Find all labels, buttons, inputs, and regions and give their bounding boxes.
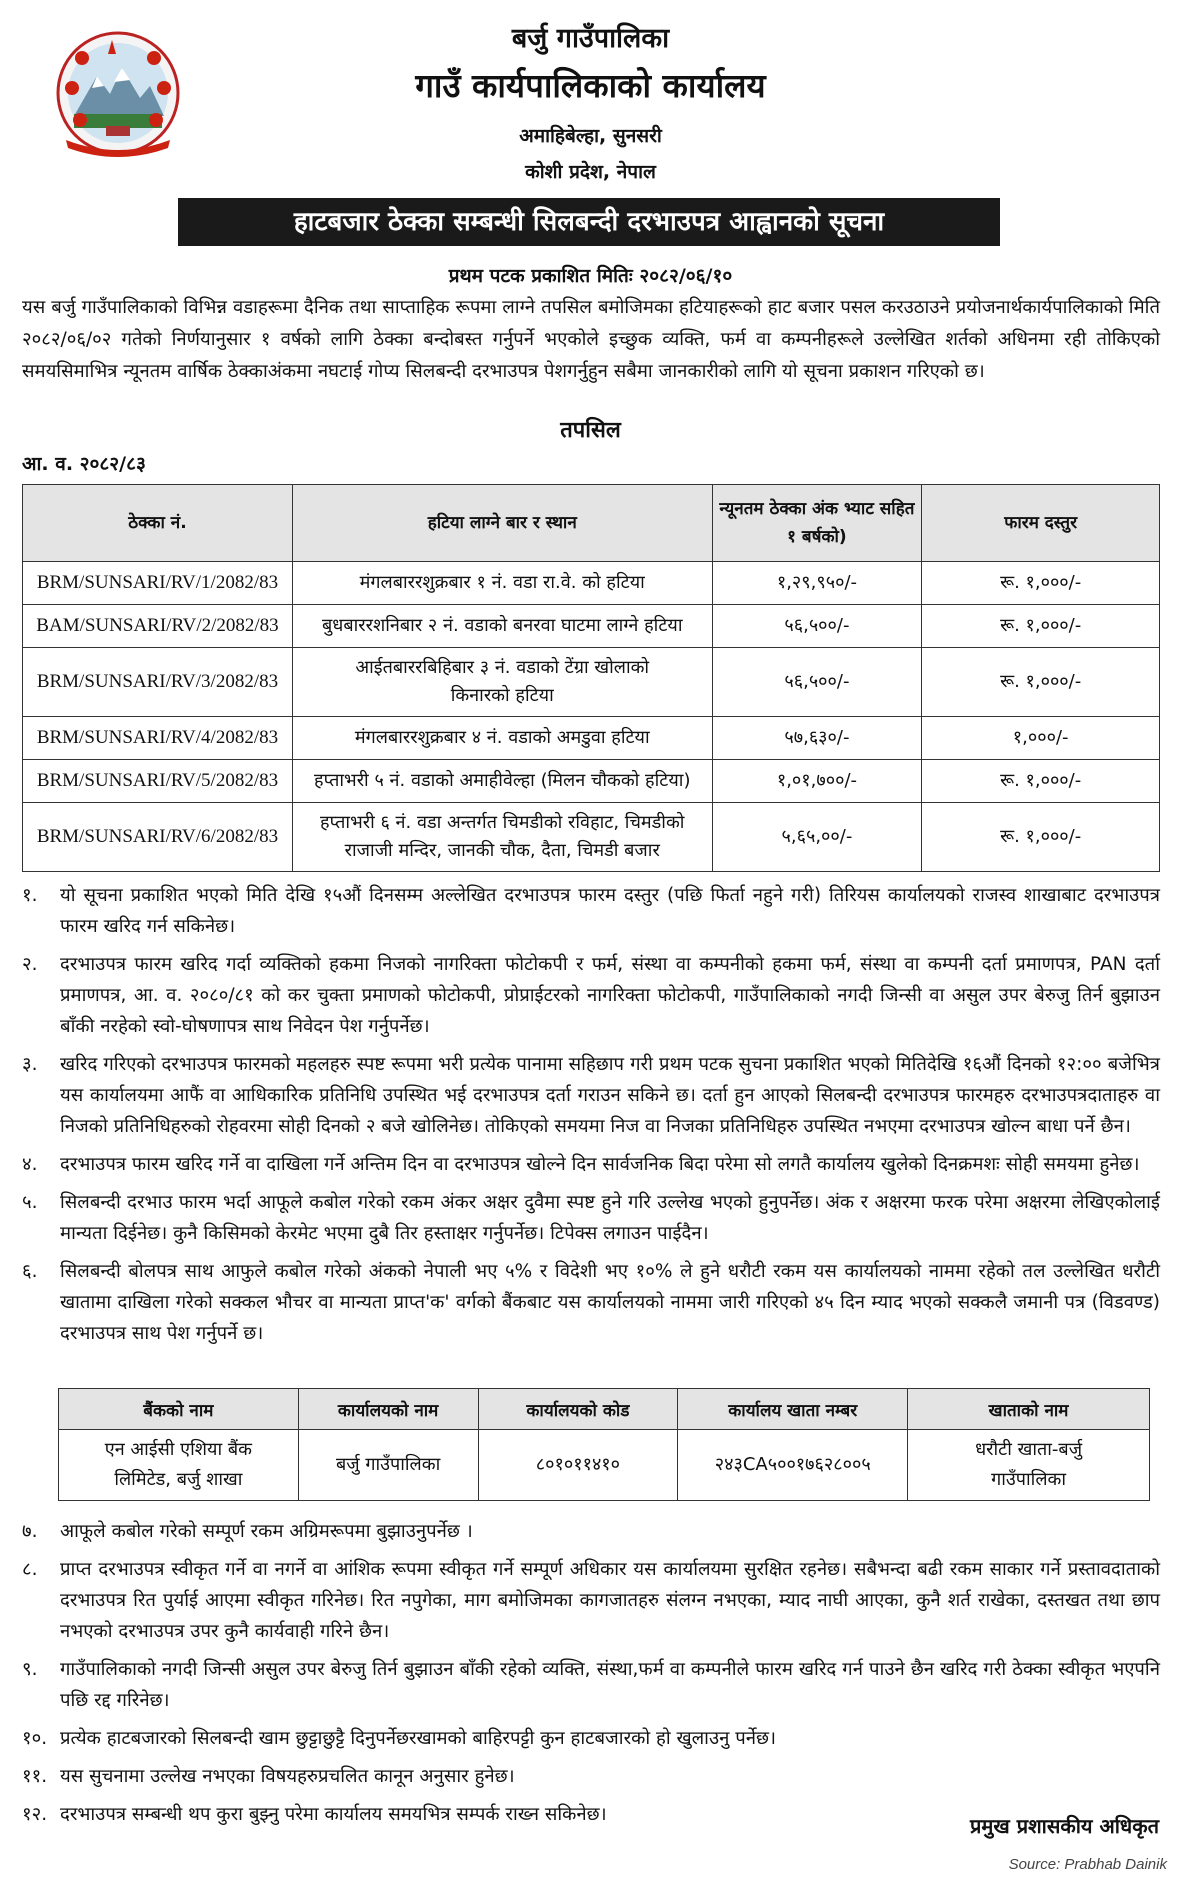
item-text: प्राप्त दरभाउपत्र स्वीकृत गर्ने वा नगर्ने वा आंशिक रूपमा स्वीकृत गर्ने सम्पूर्ण अधिकार यस कार्यालयमा सुरक्षित रहनेछ। सबैभन्दा बढी रकम साकार गर्ने प्रस्तावदाताको दरभाउपत्र रित पुर्याई आएमा स्वीकृत गरिनेछ। रित नपुगेका, माग बमोजिमका कागजातहरु संलग्न नभएका, म्याद नाघी आएका, कुनै शर्त राखेका, दस्तखत तथा छाप नभएको दरभाउपत्र उपर कुनै कार्यवाही गरिने छैन। xyxy=(60,1559,1160,1642)
table-row xyxy=(23,648,1160,717)
list-item xyxy=(22,1149,1160,1180)
item-number: ९. xyxy=(22,1659,38,1680)
contract-table-header xyxy=(23,485,1160,562)
contract-fee: रू. १,०००/- xyxy=(922,562,1160,605)
contract-place: आईतबाररबिहिबार ३ नं. वडाको टेंग्रा खोलाको किनारको हटिया xyxy=(292,648,712,717)
list-item xyxy=(22,880,1160,942)
office-name: बर्जु गाउँपालिका xyxy=(298,1430,478,1501)
bank-name: एन आईसी एशिया बैंक लिमिटेड, बर्जु शाखा xyxy=(59,1430,299,1501)
item-number: ७. xyxy=(22,1521,38,1542)
schedule-heading: तपसिल xyxy=(560,418,621,443)
item-number: ४. xyxy=(22,1154,38,1175)
address-line-1: अमाहिबेल्हा, सुनसरी xyxy=(519,125,662,147)
contract-amount: ५६,५००/- xyxy=(712,648,922,717)
header-account-number: कार्यालय खाता नम्बर xyxy=(678,1389,908,1430)
contract-place: हप्ताभरी ६ नं. वडा अन्तर्गत चिमडीको रविहाट, चिमडीको राजाजी मन्दिर, जानकी चौक, दैता, चिमडी बजार xyxy=(292,803,712,872)
list-item xyxy=(22,1554,1160,1647)
item-number: ६. xyxy=(22,1261,38,1282)
item-text: प्रत्येक हाटबजारको सिलबन्दी खाम छुट्टाछुट्टै दिनुपर्नेछरखामको बाहिरपट्टी कुन हाटबजारको हो खुलाउनु पर्नेछ। xyxy=(60,1728,777,1749)
conditions-list xyxy=(22,880,1160,1356)
header-min-amount: न्यूनतम ठेक्का अंक भ्याट सहित १ बर्षको) xyxy=(712,485,922,562)
contract-place: बुधबाररशनिबार २ नं. वडाको बनरवा घाटमा लाग्ने हटिया xyxy=(292,605,712,648)
contract-amount: ५६,५००/- xyxy=(712,605,922,648)
header-form-fee: फारम दस्तुर xyxy=(922,485,1160,562)
list-item xyxy=(22,949,1160,1042)
account-number: २४३CA५००१७६२८००५ xyxy=(678,1430,908,1501)
contract-place: मंगलबाररशुक्रबार ४ नं. वडाको अमडुवा हटिया xyxy=(292,717,712,760)
list-item xyxy=(22,1654,1160,1716)
contract-fee: रू. १,०००/- xyxy=(922,760,1160,803)
item-text: सिलबन्दी दरभाउ फारम भर्दा आफूले कबोल गरेको रकम अंकर अक्षर दुवैमा स्पष्ट हुने गरि उल्लेख भएको हुनुपर्नेछ। अंक र अक्षरमा फरक परेमा अक्षरमा लेखिएकोलाई मान्यता दिईनेछ। कुनै किसिमको केरमेट भएमा दुबै तिर हस्ताक्षर गर्नुपर्नेछ। टिपेक्स लगाउन पाईदैन। xyxy=(60,1192,1160,1244)
header-place: हटिया लाग्ने बार र स्थान xyxy=(292,485,712,562)
intro-paragraph: यस बर्जु गाउँपालिकाको विभिन्न वडाहरूमा दैनिक तथा साप्ताहिक रूपमा लाग्ने तपसिल बमोजिमका हटियाहरूको हाट बजार पसल करउठाउने प्रयोजनार्थकार्यपालिकाको मिति २०८२/०६/०२ गतेको निर्णयानुसार १ वर्षको लागि ठेक्का बन्दोबस्त गर्नुपर्ने भएकोले इच्छुक व्यक्ति, फर्म वा कम्पनीहरूले उल्लेखित शर्तको अधिनमा रही तोकिएको समयसिमाभित्र न्यूनतम वार्षिक ठेक्काअंकमा नघटाई गोप्य सिलबन्दी दरभाउपत्र पेशगर्नुहुन सबैमा जानकारीको लागि यो सूचना प्रकाशन गरिएको छ। xyxy=(22,297,1160,382)
item-number: ५. xyxy=(22,1192,38,1213)
list-item xyxy=(22,1723,1160,1754)
header-contract-no: ठेक्का नं. xyxy=(23,485,293,562)
item-text: दरभाउपत्र फारम खरिद गर्ने वा दाखिला गर्ने अन्तिम दिन वा दरभाउपत्र खोल्ने दिन सार्वजनिक बिदा परेमा सो लगतै कार्यालय खुलेको दिनक्रमशः सोही समयमा हुनेछ। xyxy=(60,1154,1140,1175)
contract-amount: ५,६५,००/- xyxy=(712,803,922,872)
bank-account-table xyxy=(58,1388,1150,1501)
contract-code: BRM/SUNSARI/RV/4/2082/83 xyxy=(23,717,293,760)
item-text: दरभाउपत्र फारम खरिद गर्दा व्यक्तिको हकमा निजको नागरिक्ता फोटोकपी र फर्म, संस्था वा कम्पनीको हकमा फर्म, संस्था वा कम्पनी दर्ता प्रमाणपत्र, PAN दर्ता प्रमाणपत्र, आ. व. २०८०/८१ को कर चुक्ता प्रमाणको फोटोकपी, प्रोप्राईटरको नागरिक्ता फोटोकपी, गाउँपालिकाको नगदी जिन्सी वा असुल उपर बेरुजु तिर्न बुझाउन बाँकी नरहेको स्वो-घोषणापत्र साथ निवेदन पेश गर्नुपर्नेछ। xyxy=(60,954,1160,1037)
item-text: आफूले कबोल गरेको सम्पूर्ण रकम अग्रिमरूपमा बुझाउनुपर्नेछ । xyxy=(60,1521,473,1542)
table-row xyxy=(23,803,1160,872)
item-text: सिलबन्दी बोलपत्र साथ आफुले कबोल गरेको अंकको नेपाली भए ५% र विदेशी भए १०% ले हुने धरौटी रकम यस कार्यालयको नाममा रहेको तल उल्लेखित धरौटी खातामा दाखिला गरेको सक्कल भौचर वा मान्यता प्राप्त'क' वर्गको बैंकबाट यस कार्यालयको नाममा जारी गरिएको ४५ दिन म्याद भएको सक्कलै जमानी पत्र (विडवण्ड) दरभाउपत्र साथ पेश गर्नुपर्ने छ। xyxy=(60,1261,1160,1344)
office-code: ८०१०११४१० xyxy=(478,1430,678,1501)
table-row xyxy=(23,717,1160,760)
item-number: १०. xyxy=(22,1728,48,1749)
table-row xyxy=(23,562,1160,605)
item-text: यस सुचनामा उल्लेख नभएका विषयहरुप्रचलित कानून अनुसार हुनेछ। xyxy=(60,1766,515,1787)
item-text: दरभाउपत्र सम्बन्धी थप कुरा बुझ्नु परेमा कार्यालय समयभित्र सम्पर्क राख्न सकिनेछ। xyxy=(60,1804,607,1825)
notice-title-banner: हाटबजार ठेक्का सम्बन्धी सिलबन्दी दरभाउपत्र आह्वानको सूचना xyxy=(178,198,1000,246)
item-number: ११. xyxy=(22,1766,48,1787)
header-account-name: खाताको नाम xyxy=(908,1389,1150,1430)
published-date: प्रथम पटक प्रकाशित मितिः २०८२/०६/१० xyxy=(448,265,733,287)
address-line-2: कोशी प्रदेश, नेपाल xyxy=(525,161,656,183)
table-row xyxy=(23,605,1160,648)
header-office-code: कार्यालयको कोड xyxy=(478,1389,678,1430)
contract-fee: रू. १,०००/- xyxy=(922,648,1160,717)
source-credit: Source: Prabhab Dainik xyxy=(1008,1856,1167,1873)
item-number: २. xyxy=(22,954,38,975)
header-bank-name: बैंकको नाम xyxy=(59,1389,299,1430)
contract-amount: १,०१,७००/- xyxy=(712,760,922,803)
contract-code: BRM/SUNSARI/RV/3/2082/83 xyxy=(23,648,293,717)
item-text: खरिद गरिएको दरभाउपत्र फारमको महलहरु स्पष्ट रूपमा भरी प्रत्येक पानामा सहिछाप गरी प्रथम पटक सुचना प्रकाशित भएको मितिदेखि १६औं दिनको १२:०० बजेभित्र यस कार्यालयमा आफैं वा आधिकारिक प्रतिनिधि उपस्थित भई दरभाउपत्र दर्ता गराउन सकिने छ। दर्ता हुन आएको सिलबन्दी दरभाउपत्र फारमहरु दरभाउपत्रदाताहरु वा निजको प्रतिनिधिहरुको रोहवरमा सोही दिनको २ बजे खोलिनेछ। तोकिएको समयमा निज वा निजका प्रतिनिधिहरु उपस्थित नभएमा दरभाउपत्र खोल्न बाधा पर्ने छैन। xyxy=(60,1054,1160,1137)
list-item xyxy=(22,1516,1160,1547)
contract-place: हप्ताभरी ५ नं. वडाको अमाहीवेल्हा (मिलन चौकको हटिया) xyxy=(292,760,712,803)
item-number: १. xyxy=(22,885,38,906)
table-row xyxy=(59,1430,1150,1501)
list-item xyxy=(22,1049,1160,1142)
contract-amount: १,२९,९५०/- xyxy=(712,562,922,605)
item-text: गाउँपालिकाको नगदी जिन्सी असुल उपर बेरुजु तिर्न बुझाउन बाँकी रहेको व्यक्ति, संस्था,फर्म वा कम्पनीले फारम खरिद गर्न पाउने छैन खरिद गरी ठेक्का स्वीकृत भएपनि पछि रद्द गरिनेछ। xyxy=(60,1659,1160,1711)
contract-fee: रू. १,०००/- xyxy=(922,605,1160,648)
contract-code: BRM/SUNSARI/RV/1/2082/83 xyxy=(23,562,293,605)
contract-fee: १,०००/- xyxy=(922,717,1160,760)
contract-code: BAM/SUNSARI/RV/2/2082/83 xyxy=(23,605,293,648)
header-office-name: कार्यालयको नाम xyxy=(298,1389,478,1430)
contract-fee: रू. १,०००/- xyxy=(922,803,1160,872)
item-text: यो सूचना प्रकाशित भएको मिति देखि १५औं दिनसम्म अल्लेखित दरभाउपत्र फारम दस्तुर (पछि फिर्ता नहुने गरी) तिरियस कार्यालयको राजस्व शाखाबाट दरभाउपत्र फारम खरिद गर्न सकिनेछ। xyxy=(60,885,1160,937)
list-item xyxy=(22,1256,1160,1349)
item-number: ३. xyxy=(22,1054,38,1075)
contract-place: मंगलबाररशुक्रबार १ नं. वडा रा.वे. को हटिया xyxy=(292,562,712,605)
municipality-name: बर्जु गाउँपालिका xyxy=(511,23,670,54)
item-number: ८. xyxy=(22,1559,38,1580)
list-item xyxy=(22,1761,1160,1792)
account-name: धरौटी खाता-बर्जु गाउँपालिका xyxy=(908,1430,1150,1501)
contract-code: BRM/SUNSARI/RV/6/2082/83 xyxy=(23,803,293,872)
fiscal-year: आ. व. २०८२/८३ xyxy=(22,453,146,475)
contract-amount: ५७,६३०/- xyxy=(712,717,922,760)
bank-table-header xyxy=(59,1389,1150,1430)
contract-table xyxy=(22,484,1160,872)
list-item xyxy=(22,1187,1160,1249)
contract-code: BRM/SUNSARI/RV/5/2082/83 xyxy=(23,760,293,803)
item-number: १२. xyxy=(22,1804,48,1825)
signatory-title: प्रमुख प्रशासकीय अधिकृत xyxy=(970,1814,1159,1838)
office-name: गाउँ कार्यपालिकाको कार्यालय xyxy=(415,66,766,105)
conditions-list-continued xyxy=(22,1516,1160,1837)
table-row xyxy=(23,760,1160,803)
